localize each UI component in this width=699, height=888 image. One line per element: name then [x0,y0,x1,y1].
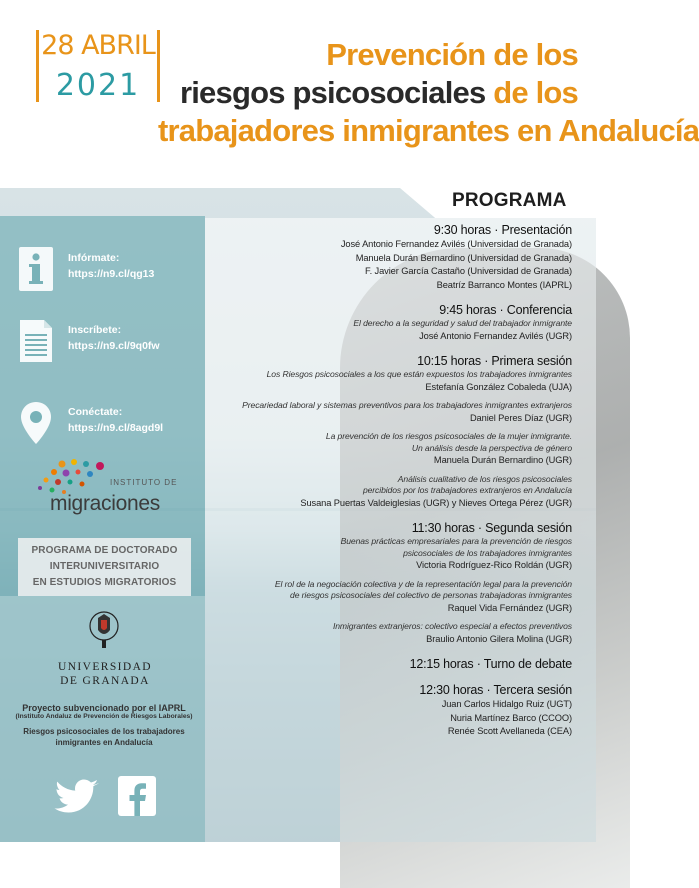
speaker: Braulio Antonio Gilera Molina (UGR) [426,633,572,644]
talk-title: La prevención de los riesgos psicosociales de la mujer inmigrante. [325,431,572,441]
title-line-3: trabajadores inmigrantes en Andalucía [158,113,699,148]
talk-title: El rol de la negociación colectiva y de la representación legal para la prevención [274,578,572,589]
migraciones-label: migraciones [50,492,160,515]
talk-title: psicosociales de los trabajadores inmigrantes [403,547,572,558]
talk-title: Precariedad laboral y sistemas preventivos para los trabajadores inmigrantes extranjeros [242,400,572,410]
title-line-1: Prevención de los [326,37,578,72]
session-heading: 9:30 horas · Presentación [433,223,572,237]
doctorado-line-3: EN ESTUDIOS MIGRATORIOS [32,577,177,588]
speaker: Juan Carlos Hidalgo Ruiz (UGT) [441,699,572,709]
document-icon [18,318,54,364]
session-tercera [212,682,572,739]
inscribete-label: Inscríbete: [68,324,122,336]
session-heading: 12:30 horas · Tercera sesión [419,683,572,697]
instituto-de-label: INSTITUTO DE [110,478,178,487]
talk-title: Un análisis desde la perspectiva de género [411,442,572,453]
ugr-line-2: DE GRANADA [60,675,150,687]
talk-title: Análisis cualitativo de los riesgos psicosociales [397,473,572,484]
instituto-migraciones-logo [34,458,194,522]
session-conferencia [212,302,572,343]
talk-title: percibidos por los trabajadores extranjeros en Andalucía [362,485,572,495]
project-line-1: Proyecto subvencionado por el IAPRL [22,703,186,713]
session-presentacion [212,222,572,292]
speaker: Daniel Peres Díaz (UGR) [469,412,572,423]
doctorado-box [18,538,191,596]
talk-title: Buenas prácticas empresariales para la prevención de riesgos [340,536,572,546]
speaker: Estefanía González Cobaleda (UJA) [425,381,572,392]
ugr-crest-icon [88,610,120,650]
doctorado-line-2: INTERUNIVERSITARIO [49,561,160,572]
speaker: Victoria Rodríguez-Rico Roldán (UGR) [416,560,572,570]
conectate-label: Conéctate: [68,406,123,418]
speaker: Susana Puertas Valdeiglesias (UGR) y Nieves Ortega Pérez (UGR) [300,497,572,508]
talk-title: Los Riesgos psicosociales a los que están expuestos los trabajadores inmigrantes [266,369,572,379]
speaker: José Antonio Fernandez Avilés (Universidad de Granada) [340,239,572,249]
project-line-2: (Instituto Andaluz de Prevención de Riesgos Laborales) [15,713,193,720]
project-line-3: Riesgos psicosociales de los trabajadores [23,727,185,736]
project-credit [8,703,200,748]
twitter-icon[interactable] [54,775,98,817]
facebook-icon[interactable] [116,775,160,817]
programa-heading: PROGRAMA [452,190,567,211]
title-line-2b: de los [485,75,578,110]
session-heading: 12:15 horas · Turno de debate [409,657,572,671]
speaker: Beatríz Barranco Montes (IAPRL) [436,279,572,290]
talk-title: de riesgos psicosociales del colectivo de personas trabajadoras inmigrantes [290,590,572,600]
conectate-link[interactable]: https://n9.cl/8agd9l [68,422,164,434]
info-row-inscribete[interactable] [18,318,198,368]
session-segunda [212,520,572,646]
talk-title: El derecho a la seguridad y salud del trabajador inmigrante [353,318,572,328]
title-line-2a: riesgos psicosociales [179,75,486,110]
event-date [36,26,160,106]
info-row-conectate[interactable] [18,400,198,450]
project-line-4: inmigrantes en Andalucía [55,738,153,747]
session-primera [212,353,572,510]
informate-link[interactable]: https://n9.cl/qg13 [68,268,155,280]
session-heading: 11:30 horas · Segunda sesión [411,521,572,535]
speaker: Manuela Durán Bernardino (Universidad de Granada) [355,252,572,263]
programa-schedule [212,222,572,749]
universidad-granada-logo [40,660,170,688]
session-heading: 9:45 horas · Conferencia [439,303,572,317]
ugr-line-1: UNIVERSIDAD [58,661,152,673]
info-row-informate[interactable] [18,246,198,296]
speaker: F. Javier García Castaño (Universidad de Granada) [365,266,572,276]
session-heading: 10:15 horas · Primera sesión [417,354,572,368]
speaker: Renée Scott Avellaneda (CEA) [447,726,572,736]
session-debate [212,656,572,672]
info-icon [18,246,54,292]
speaker: Manuela Durán Bernardino (UGR) [433,455,572,465]
location-pin-icon [18,400,54,446]
talk-title: Inmigrantes extranjeros: colectivo especial a efectos preventivos [332,621,572,631]
doctorado-line-1: PROGRAMA DE DOCTORADO [31,545,178,556]
inscribete-link[interactable]: https://n9.cl/9q0fw [68,340,160,352]
event-title [158,36,699,150]
date-day-month: 28 ABRIL [41,30,155,61]
date-year: 2021 [55,68,141,103]
speaker: Raquel Vida Fernández (UGR) [447,602,572,613]
speaker: Nuria Martínez Barco (CCOO) [450,712,572,723]
informate-label: Infórmate: [68,252,120,264]
speaker: José Antonio Fernandez Avilés (UGR) [419,330,572,341]
